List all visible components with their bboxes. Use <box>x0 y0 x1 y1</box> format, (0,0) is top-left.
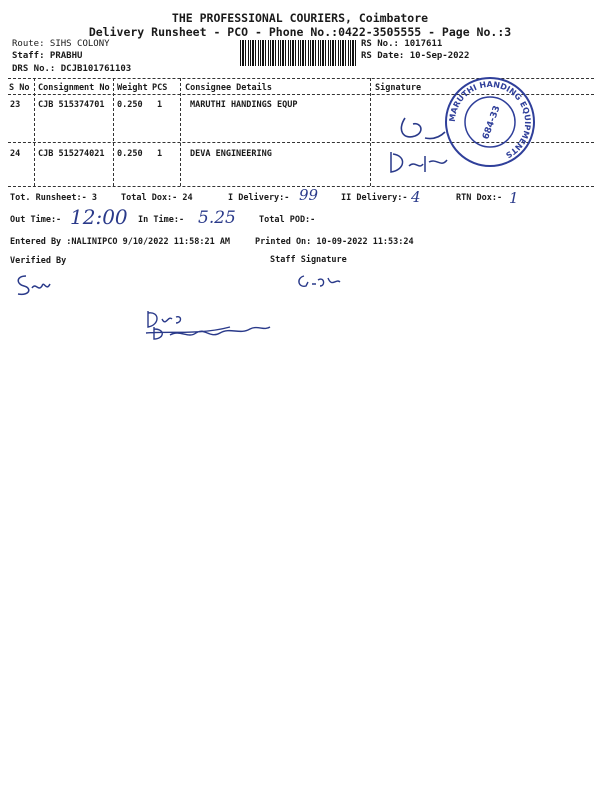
rtn-dox-value: 1 <box>509 189 519 207</box>
row-pcs: 1 <box>157 100 163 110</box>
total-pod-label: Total POD:- <box>259 215 316 225</box>
route: Route: SIHS COLONY <box>12 39 110 49</box>
i-delivery-value: 99 <box>299 186 319 204</box>
receiver-signature <box>395 110 455 150</box>
in-time-value: 5.25 <box>198 208 236 228</box>
ii-delivery-label: II Delivery:- <box>341 193 408 203</box>
column-line <box>34 78 35 186</box>
i-delivery-label: I Delivery:- <box>228 193 290 203</box>
row-weight: 0.250 <box>117 149 143 159</box>
staff: Staff: PRABHU <box>12 51 83 61</box>
staff-signature <box>296 272 346 292</box>
company-stamp <box>440 72 540 172</box>
handwritten-note <box>140 305 280 345</box>
total-runsheet: Tot. Runsheet:- 3 <box>10 193 97 203</box>
drs-number: DRS No.: DCJB101761103 <box>12 64 132 74</box>
out-time-value: 12:00 <box>70 205 128 229</box>
col-header-sno: S No <box>9 83 30 93</box>
receiver-signature <box>385 148 455 180</box>
printed-on: Printed On: 10-09-2022 11:53:24 <box>255 237 414 247</box>
row-weight: 0.250 <box>117 100 143 110</box>
rs-date: RS Date: 10-Sep-2022 <box>361 51 470 61</box>
stamp-text: MARUTHI HANDING EQUIPMENTS <box>447 79 533 160</box>
row-sno: 24 <box>10 149 21 159</box>
row-consignment: CJB 515274021 <box>38 149 105 159</box>
column-line <box>370 78 371 186</box>
rs-number: RS No.: 1017611 <box>361 39 443 49</box>
barcode <box>240 40 356 66</box>
entered-by: Entered By :NALINIPCO 9/10/2022 11:58:21 AM <box>10 237 231 247</box>
column-line <box>180 78 181 186</box>
company-title: THE PROFESSIONAL COURIERS, Coimbatore <box>171 11 429 25</box>
out-time-label: Out Time:- <box>10 215 62 225</box>
row-consignment: CJB 515374701 <box>38 100 105 110</box>
total-dox: Total Dox:- 24 <box>121 193 193 203</box>
col-header-consignment: Consignment No <box>38 83 110 93</box>
column-line <box>113 78 114 186</box>
ii-delivery-value: 4 <box>411 188 421 206</box>
col-header-signature: Signature <box>375 83 422 93</box>
row-consignee: DEVA ENGINEERING <box>190 149 272 159</box>
verified-by-label: Verified By <box>10 256 67 266</box>
runsheet-subtitle: Delivery Runsheet - PCO - Phone No.:0422-3505555 - Page No.:3 <box>88 25 512 39</box>
col-header-consignee: Consignee Details <box>185 83 272 93</box>
in-time-label: In Time:- <box>138 215 185 225</box>
rtn-dox-label: RTN Dox:- <box>456 193 503 203</box>
verifier-signature <box>12 270 52 300</box>
row-consignee: MARUTHI HANDINGS EQUP <box>190 100 298 110</box>
col-header-weight: Weight <box>117 83 148 93</box>
col-header-pcs: PCS <box>152 83 168 93</box>
stamp-code: 684-33 <box>481 104 503 141</box>
staff-signature-label: Staff Signature <box>270 255 347 265</box>
row-sno: 23 <box>10 100 21 110</box>
row-pcs: 1 <box>157 149 163 159</box>
